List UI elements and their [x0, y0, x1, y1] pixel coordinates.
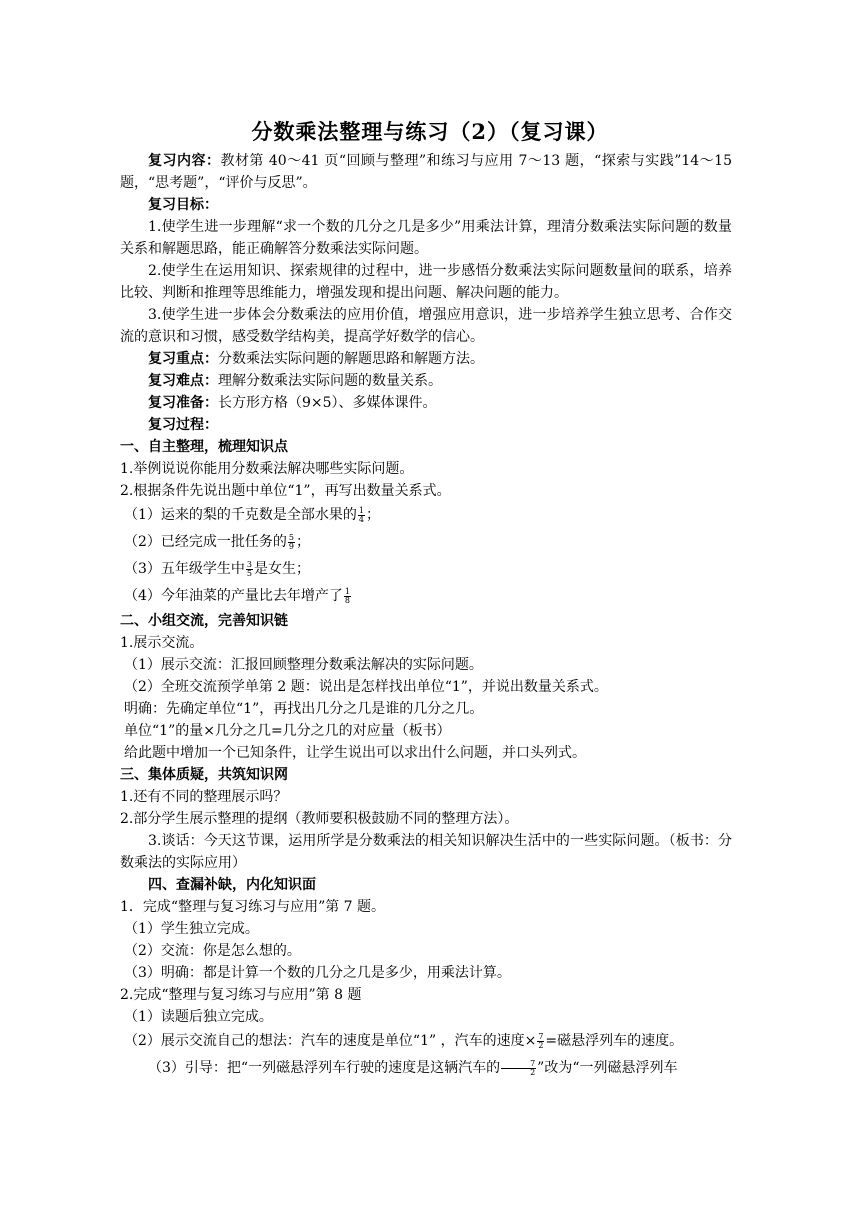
lesson-body: [120, 150, 732, 1082]
section-line: （2）交流：你是怎么想的。: [124, 943, 301, 959]
review-content-label: 复习内容：: [148, 153, 221, 169]
item-end: 是女生；: [254, 561, 311, 577]
fraction-denominator: 9: [288, 541, 295, 551]
item-end: ；: [296, 534, 311, 550]
goal-item: 1.使学生进一步理解“求一个数的几分之几是多少”用乘法计算，理清分数乘法实际问题的数量关系和解题思路，能正确解答分数乘法实际问题。: [120, 219, 732, 257]
preparation-label: 复习准备：: [148, 395, 218, 411]
section-heading: 一、自主整理，梳理知识点: [120, 439, 288, 455]
difficulty-label: 复习难点：: [148, 373, 218, 389]
fraction: [288, 534, 295, 551]
key-point: [120, 348, 732, 370]
item-text: （3）五年级学生中: [124, 561, 245, 577]
fraction-denominator: 4: [358, 514, 364, 524]
preparation-text: 长方形方格（9×5）、多媒体课件。: [218, 395, 437, 411]
fraction: [358, 507, 365, 524]
section-heading: 三、集体质疑，共筑知识网: [120, 767, 288, 783]
page-title: 分数乘法整理与练习（2）（复习课）: [251, 119, 609, 144]
fraction-denominator: 2: [538, 1040, 544, 1050]
section-line: 1．完成“整理与复习练习与应用”第 7 题。: [120, 899, 386, 915]
goal-item: 3.使学生进一步体会分数乘法的应用价值，增强应用意识，进一步培养学生独立思考、合作交流的意识和习惯，感受数学结构美，提高学好数学的信心。: [120, 307, 732, 345]
section-line: 2.根据条件先说出题中单位“1”，再写出数量关系式。: [120, 483, 451, 499]
process-label: 复习过程：: [148, 417, 218, 433]
fraction-numerator: 3: [246, 559, 253, 569]
item-text: （1）运来的梨的千克数是全部水果的: [124, 507, 357, 523]
difficulty: [120, 370, 732, 392]
key-point-text: 分数乘法实际问题的解题思路和解题方法。: [218, 351, 484, 367]
section-line: （1）展示交流：汇报回顾整理分数乘法解决的实际问题。: [124, 657, 483, 673]
section-line: （3）明确：都是计算一个数的几分之几是多少，用乘法计算。: [124, 965, 511, 981]
section-line: 单位“1”的量×几分之几=几分之几的对应量（板书）: [124, 723, 451, 739]
section-heading: 四、查漏补缺，内化知识面: [148, 877, 316, 893]
fraction: [246, 561, 253, 578]
line-text: （3）引导：把“一列磁悬浮列车行驶的速度是这辆汽车的: [148, 1060, 501, 1076]
section-line: 2.部分学生展示整理的提纲（教师要积极鼓励不同的整理方法）。: [120, 811, 519, 827]
section-line: 1.举例说说你能用分数乘法解决哪些实际问题。: [120, 461, 414, 477]
item-end: ；: [366, 507, 380, 523]
fraction-item: [120, 556, 732, 583]
section-line: 明确：先确定单位“1”，再找出几分之几是谁的几分之几。: [124, 701, 484, 717]
section-heading: 二、小组交流，完善知识链: [120, 613, 288, 629]
fraction-numerator: 7: [538, 1031, 544, 1041]
item-text: （4）今年油菜的产量比去年增产了: [124, 588, 343, 604]
section-line: （2）全班交流预学单第 2 题：说出是怎样找出单位“1”，并说出数量关系式。: [124, 679, 608, 695]
review-content: [120, 150, 732, 194]
section-line: （1）学生独立完成。: [124, 921, 259, 937]
review-content-text: 教材第 40～41 页“回顾与整理”和练习与应用 7～13 题，“探索与实践”14～15 题，“思考题”，“评价与反思”。: [120, 153, 732, 191]
section-line: 2.完成“整理与复习练习与应用”第 8 题: [120, 987, 362, 1003]
goals-label: 复习目标：: [148, 197, 218, 213]
line-text: ”改为“一列磁悬浮列车: [537, 1060, 678, 1076]
fraction-line: [120, 1054, 732, 1082]
fraction-line: [120, 1028, 732, 1054]
fraction-item: [120, 502, 732, 529]
fraction: [344, 588, 351, 605]
fraction: [537, 1033, 544, 1050]
fraction-numerator: 1: [358, 505, 364, 515]
difficulty-text: 理解分数乘法实际问题的数量关系。: [218, 373, 442, 389]
fraction-numerator: 1: [344, 586, 351, 596]
section-line: （1）读题后独立完成。: [124, 1009, 273, 1025]
key-point-label: 复习重点：: [148, 351, 218, 367]
line-text: （2）展示交流自己的想法：汽车的速度是单位“1” ，汽车的速度×: [124, 1033, 537, 1049]
fraction-item: [120, 529, 732, 556]
fraction-denominator: 8: [344, 595, 351, 605]
section-line: 3.谈话：今天这节课，运用所学是分数乘法的相关知识解决生活中的一些实际问题。（板书：分数乘法的实际应用）: [120, 833, 732, 871]
item-text: （2）已经完成一批任务的: [124, 534, 287, 550]
line-text: =磁悬浮列车的速度。: [545, 1033, 684, 1049]
section-line: 给此题中增加一个已知条件，让学生说出可以求出什么问题，并口头列式。: [124, 745, 586, 761]
fraction-item: [120, 583, 732, 610]
fraction-denominator: 5: [246, 568, 253, 578]
section-line: 1.还有不同的整理展示吗？: [120, 789, 288, 805]
fraction-numerator: 5: [288, 532, 295, 542]
fraction: [501, 1060, 536, 1077]
section-line: 1.展示交流。: [120, 635, 204, 651]
fraction-denominator: 2: [530, 1067, 536, 1077]
preparation: [120, 392, 732, 414]
fraction-numerator: 7: [501, 1060, 536, 1069]
goal-item: 2.使学生在运用知识、探索规律的过程中，进一步感悟分数乘法实际问题数量间的联系，培养比较、判断和推理等思维能力，增强发现和提出问题、解决问题的能力。: [120, 263, 732, 301]
